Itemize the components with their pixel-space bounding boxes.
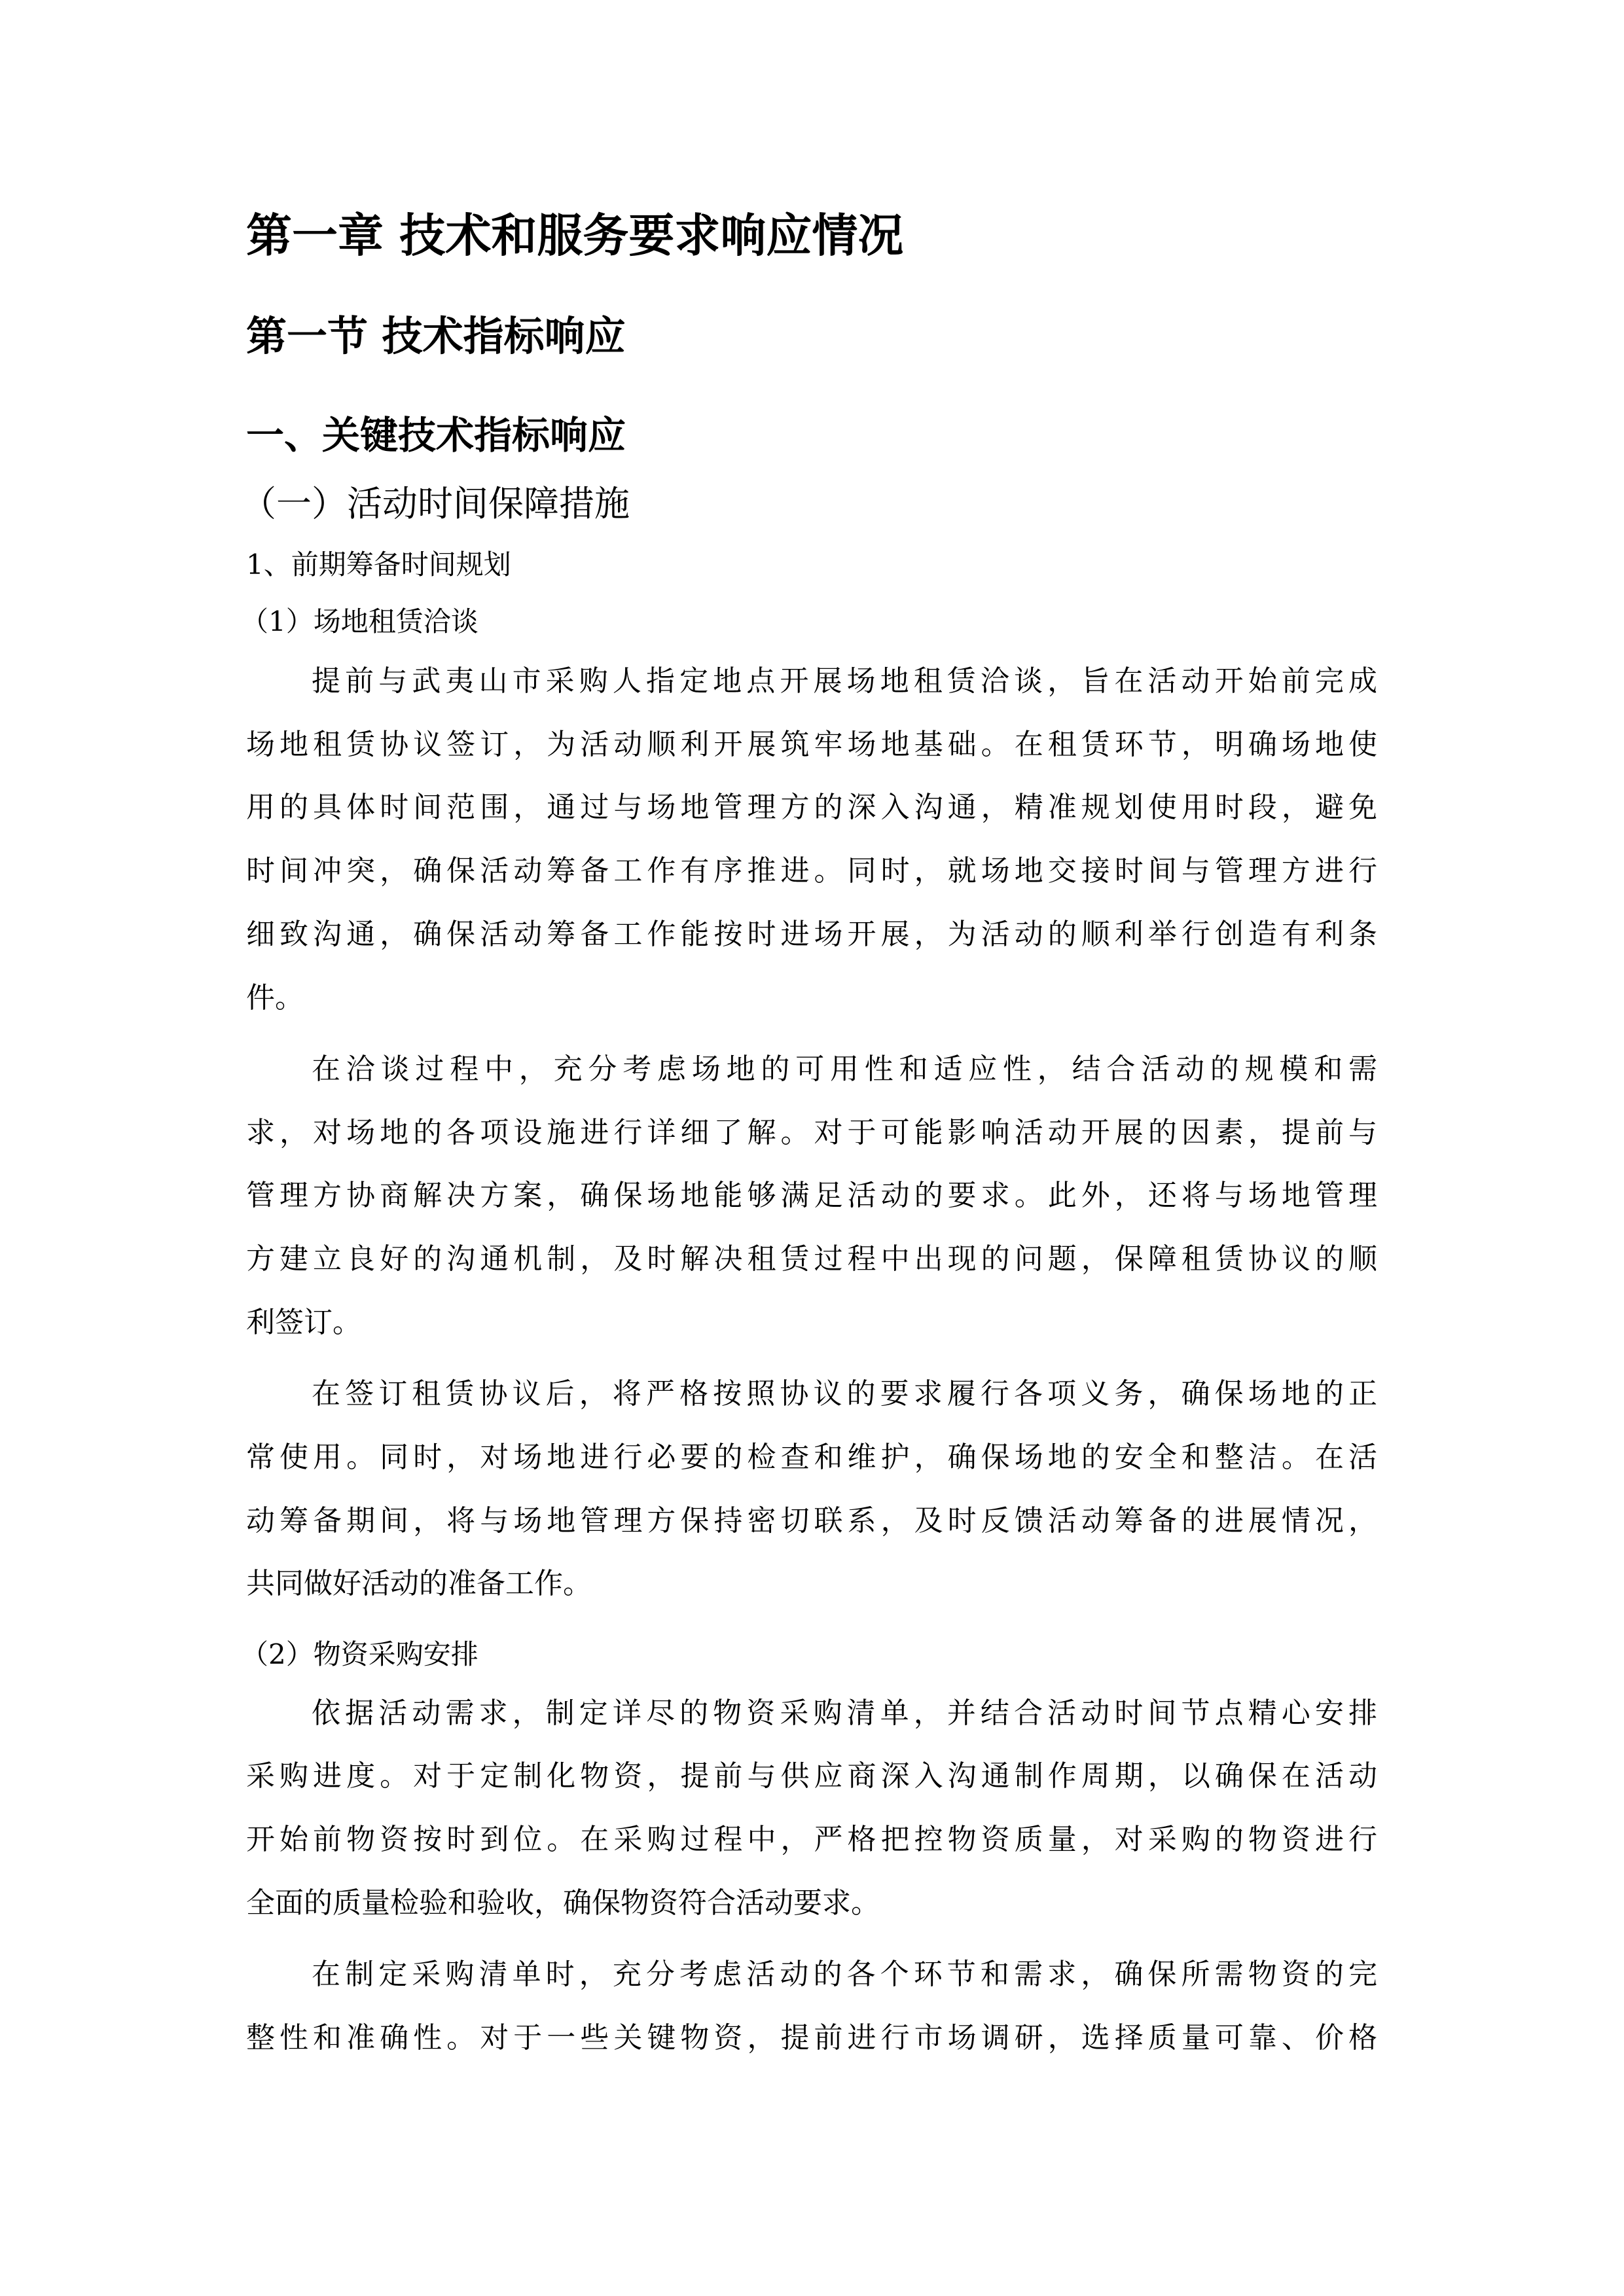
paragraph-line: 在洽谈过程中，充分考虑场地的可用性和适应性，结合活动的规模和需 bbox=[312, 1052, 1377, 1086]
subitem-title: （1）场地租赁洽谈 bbox=[241, 605, 478, 637]
chapter-title: 第一章 技术和服务要求响应情况 bbox=[246, 209, 904, 262]
paragraph-line: 提前与武夷山市采购人指定地点开展场地租赁洽谈，旨在活动开始前完成 bbox=[312, 664, 1377, 698]
paragraph-line: 全面的质量检验和验收，确保物资符合活动要求。 bbox=[246, 1886, 880, 1920]
paragraph-line: 共同做好活动的准备工作。 bbox=[246, 1567, 592, 1600]
paragraph-line: 采购进度。对于定制化物资，提前与供应商深入沟通制作周期，以确保在活动 bbox=[246, 1759, 1377, 1793]
subsection-title: 一、关键技术指标响应 bbox=[246, 413, 626, 457]
subitem-title: （2）物资采购安排 bbox=[241, 1638, 478, 1670]
paragraph-line: 常使用。同时，对场地进行必要的检查和维护，确保场地的安全和整洁。在活 bbox=[246, 1441, 1377, 1474]
paragraph-line: 依据活动需求，制定详尽的物资采购清单，并结合活动时间节点精心安排 bbox=[312, 1696, 1377, 1730]
section-title: 第一节 技术指标响应 bbox=[246, 312, 626, 360]
paragraph-line: 细致沟通，确保活动筹备工作能按时进场开展，为活动的顺利举行创造有利条 bbox=[246, 918, 1377, 951]
paragraph-line: 场地租赁协议签订，为活动顺利开展筑牢场地基础。在租赁环节，明确场地使 bbox=[246, 728, 1377, 761]
paragraph-line: 开始前物资按时到位。在采购过程中，严格把控物资质量，对采购的物资进行 bbox=[246, 1823, 1377, 1856]
paragraph-line: 动筹备期间，将与场地管理方保持密切联系，及时反馈活动筹备的进展情况， bbox=[246, 1504, 1377, 1537]
paragraph-line: 用的具体时间范围，通过与场地管理方的深入沟通，精准规划使用时段，避免 bbox=[246, 791, 1377, 824]
paragraph-line: 时间冲突，确保活动筹备工作有序推进。同时，就场地交接时间与管理方进行 bbox=[246, 854, 1377, 888]
subsubsection-title: （一）活动时间保障措施 bbox=[241, 483, 630, 524]
item-title: 1、前期筹备时间规划 bbox=[246, 548, 511, 581]
paragraph-line: 求，对场地的各项设施进行详细了解。对于可能影响活动开展的因素，提前与 bbox=[246, 1116, 1377, 1149]
paragraph-line: 方建立良好的沟通机制，及时解决租赁过程中出现的问题，保障租赁协议的顺 bbox=[246, 1242, 1377, 1276]
paragraph-line: 整性和准确性。对于一些关键物资，提前进行市场调研，选择质量可靠、价格 bbox=[246, 2021, 1377, 2054]
paragraph-line: 在制定采购清单时，充分考虑活动的各个环节和需求，确保所需物资的完 bbox=[312, 1958, 1377, 1991]
paragraph-line: 利签订。 bbox=[246, 1306, 361, 1339]
paragraph-line: 在签订租赁协议后，将严格按照协议的要求履行各项义务，确保场地的正 bbox=[312, 1377, 1377, 1410]
paragraph-line: 件。 bbox=[246, 981, 304, 1014]
paragraph-line: 管理方协商解决方案，确保场地能够满足活动的要求。此外，还将与场地管理 bbox=[246, 1179, 1377, 1212]
